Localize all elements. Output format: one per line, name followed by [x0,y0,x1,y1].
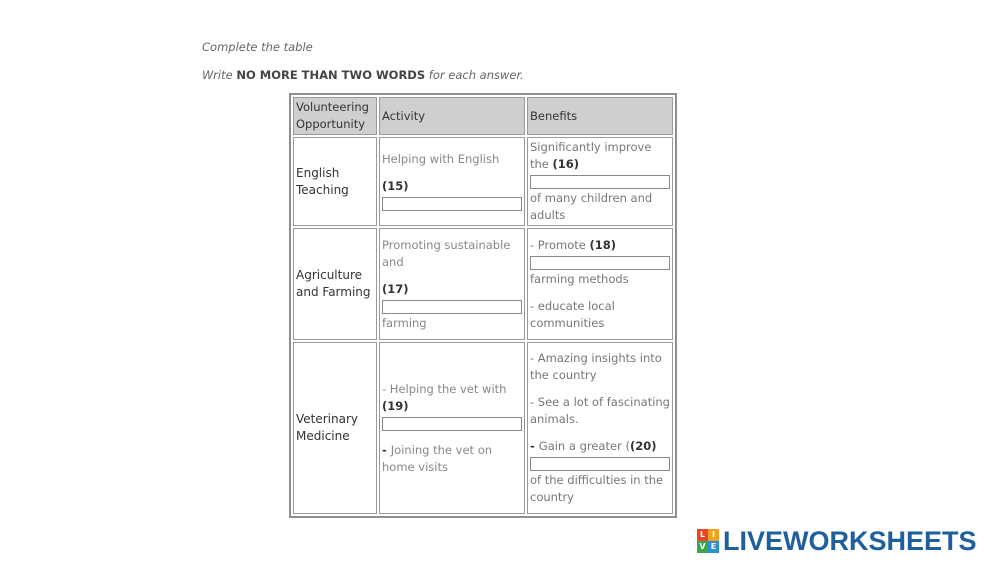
answer-input-17[interactable] [382,300,522,314]
opportunity-agriculture-farming: Agriculture and Farming [293,228,377,340]
question-number-15: (15) [382,179,409,193]
table-row [293,137,673,226]
question-number-20: (20) [629,439,657,453]
table-header-row [293,97,673,135]
liveworksheets-logo-icon: L I V E [697,529,719,553]
table-row [293,342,673,514]
question-number-18: (18) [589,237,617,252]
answer-input-19[interactable] [382,417,522,431]
instruction-word-limit: Write NO MORE THAN TWO WORDS for each answer. [202,68,524,82]
question-number-16: (16) [552,157,580,171]
activity-cell: - Helping the vet with (19) - Joining the vet on home visits [379,342,525,514]
header-benefits: Benefits [527,97,673,135]
activity-cell: Helping with English (15) [379,137,525,226]
answer-input-18[interactable] [530,256,670,270]
activity-cell: Promoting sustainable and (17) farming [379,228,525,340]
word-limit-emphasis: NO MORE THAN TWO WORDS [236,68,426,82]
opportunity-english-teaching: English Teaching [293,137,377,226]
volunteering-table [289,93,677,518]
answer-input-16[interactable] [530,175,670,189]
benefits-cell: - Amazing insights into the country - See a lot of fascinating animals. - Gain a greater ((20) of the difficulties in the country [527,342,673,514]
liveworksheets-logo [697,527,977,555]
opportunity-veterinary-medicine: Veterinary Medicine [293,342,377,514]
answer-input-15[interactable] [382,197,522,211]
instruction-complete-table: Complete the table [202,40,313,54]
brand-name: LIVEWORKSHEETS [723,525,977,556]
answer-input-20[interactable] [530,457,670,471]
header-activity: Activity [379,97,525,135]
benefits-cell: - Promote (18) farming methods - educate local communities [527,228,673,340]
header-opportunity: Volunteering Opportunity [293,97,377,135]
question-number-17: (17) [382,281,409,296]
question-number-19: (19) [382,398,409,413]
table-row [293,228,673,340]
benefits-cell: Significantly improve the (16) of many children and adults [527,137,673,226]
